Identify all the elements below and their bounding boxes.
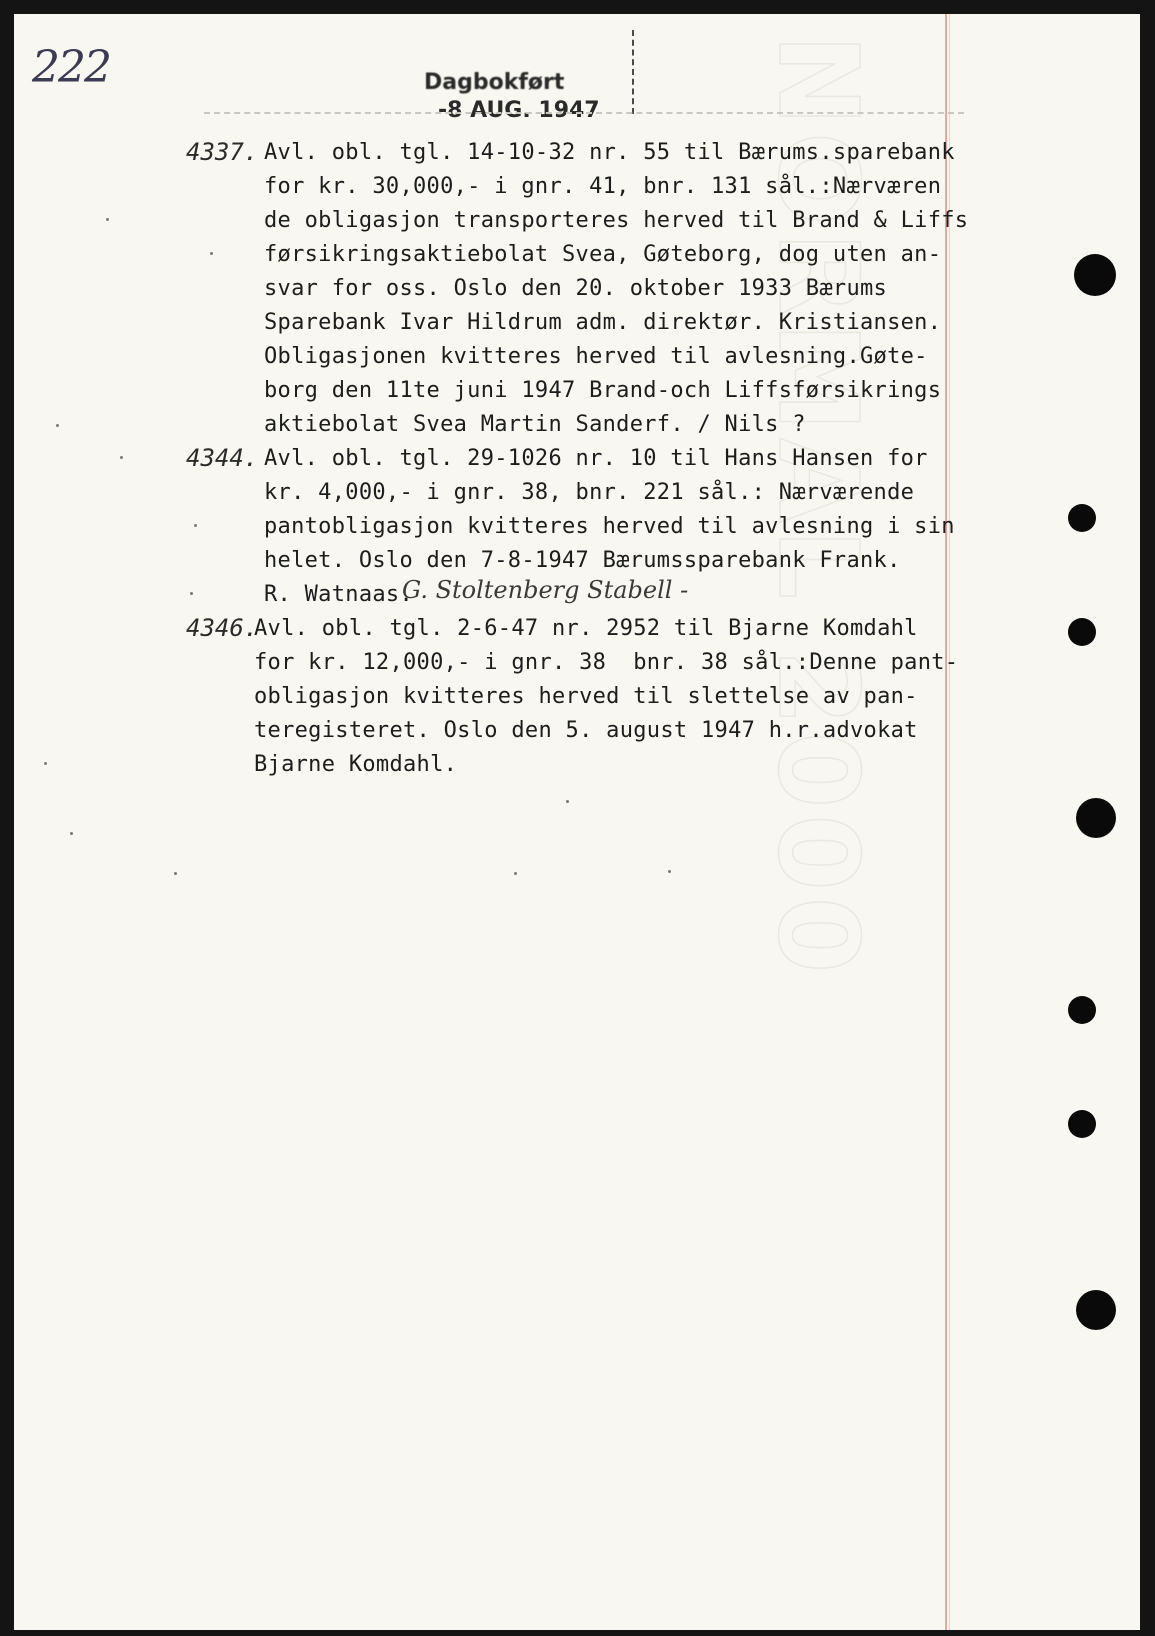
entry-line: teregisteret. Oslo den 5. august 1947 h.r.advokat — [254, 718, 918, 743]
binder-hole — [1076, 798, 1116, 838]
watermark: NORMAL 2000 — [754, 34, 882, 980]
speck — [56, 424, 59, 427]
speck — [514, 872, 517, 875]
entry-line: de obligasjon transporteres herved til Brand & Liffs — [264, 208, 969, 233]
document-sheet — [14, 14, 1140, 1630]
speck — [194, 524, 197, 527]
binder-hole — [1076, 1290, 1116, 1330]
binder-hole — [1068, 504, 1096, 532]
entry-line: for kr. 30,000,- i gnr. 41, bnr. 131 sål.:Nærværen — [264, 174, 942, 199]
stamp-date: -8 AUG. 1947 — [438, 98, 600, 123]
entry-line: Avl. obl. tgl. 14-10-32 nr. 55 til Bærums.sparebank — [264, 140, 955, 165]
entry-line: kr. 4,000,- i gnr. 38, bnr. 221 sål.: Nærværende — [264, 480, 915, 505]
entry-line: aktiebolat Svea Martin Sanderf. / Nils ? — [264, 412, 806, 437]
speck — [668, 870, 671, 873]
entry-line: Avl. obl. tgl. 29-1026 nr. 10 til Hans Hansen for — [264, 446, 928, 471]
entry-line: helet. Oslo den 7-8-1947 Bærumssparebank Frank. — [264, 548, 901, 573]
entry-number: 4337. — [186, 138, 259, 166]
binder-hole — [1068, 1110, 1096, 1138]
speck — [174, 872, 177, 875]
entry-line: Obligasjonen kvitteres herved til avlesning.Gøte- — [264, 344, 928, 369]
margin-rule — [945, 14, 947, 1630]
stamp-title: Dagbokført — [424, 70, 565, 95]
binder-hole — [1074, 254, 1116, 296]
binder-hole — [1068, 996, 1096, 1024]
speck — [106, 218, 109, 221]
speck — [120, 456, 123, 459]
entry-line: førsikringsaktiebolat Svea, Gøteborg, dog uten an- — [264, 242, 942, 267]
binder-hole — [1068, 618, 1096, 646]
entry-line: pantobligasjon kvitteres herved til avlesning i sin — [264, 514, 955, 539]
entry-line: R. Watnaas. — [264, 582, 413, 607]
speck — [70, 832, 73, 835]
stamp-divider — [632, 30, 636, 114]
header-dashed-rule — [204, 112, 964, 114]
entry-number: 4344. — [186, 444, 259, 472]
entry-number: 4346. — [186, 614, 259, 642]
page-number: 222 — [32, 42, 110, 93]
speck — [566, 800, 569, 803]
speck — [44, 762, 47, 765]
entry-line: Sparebank Ivar Hildrum adm. direktør. Kristiansen. — [264, 310, 942, 335]
speck — [210, 252, 213, 255]
entry-line: borg den 11te juni 1947 Brand-och Liffsførsikrings — [264, 378, 942, 403]
handwritten-signature: G. Stoltenberg Stabell - — [402, 576, 689, 604]
margin-rule-shadow — [949, 14, 950, 1630]
entry-line: for kr. 12,000,- i gnr. 38 bnr. 38 sål.:Denne pant- — [254, 650, 959, 675]
entry-line: Bjarne Komdahl. — [254, 752, 458, 777]
entry-line: obligasjon kvitteres herved til slettelse av pan- — [254, 684, 918, 709]
speck — [190, 592, 193, 595]
entry-line: Avl. obl. tgl. 2-6-47 nr. 2952 til Bjarne Komdahl — [254, 616, 918, 641]
entry-line: svar for oss. Oslo den 20. oktober 1933 Bærums — [264, 276, 888, 301]
